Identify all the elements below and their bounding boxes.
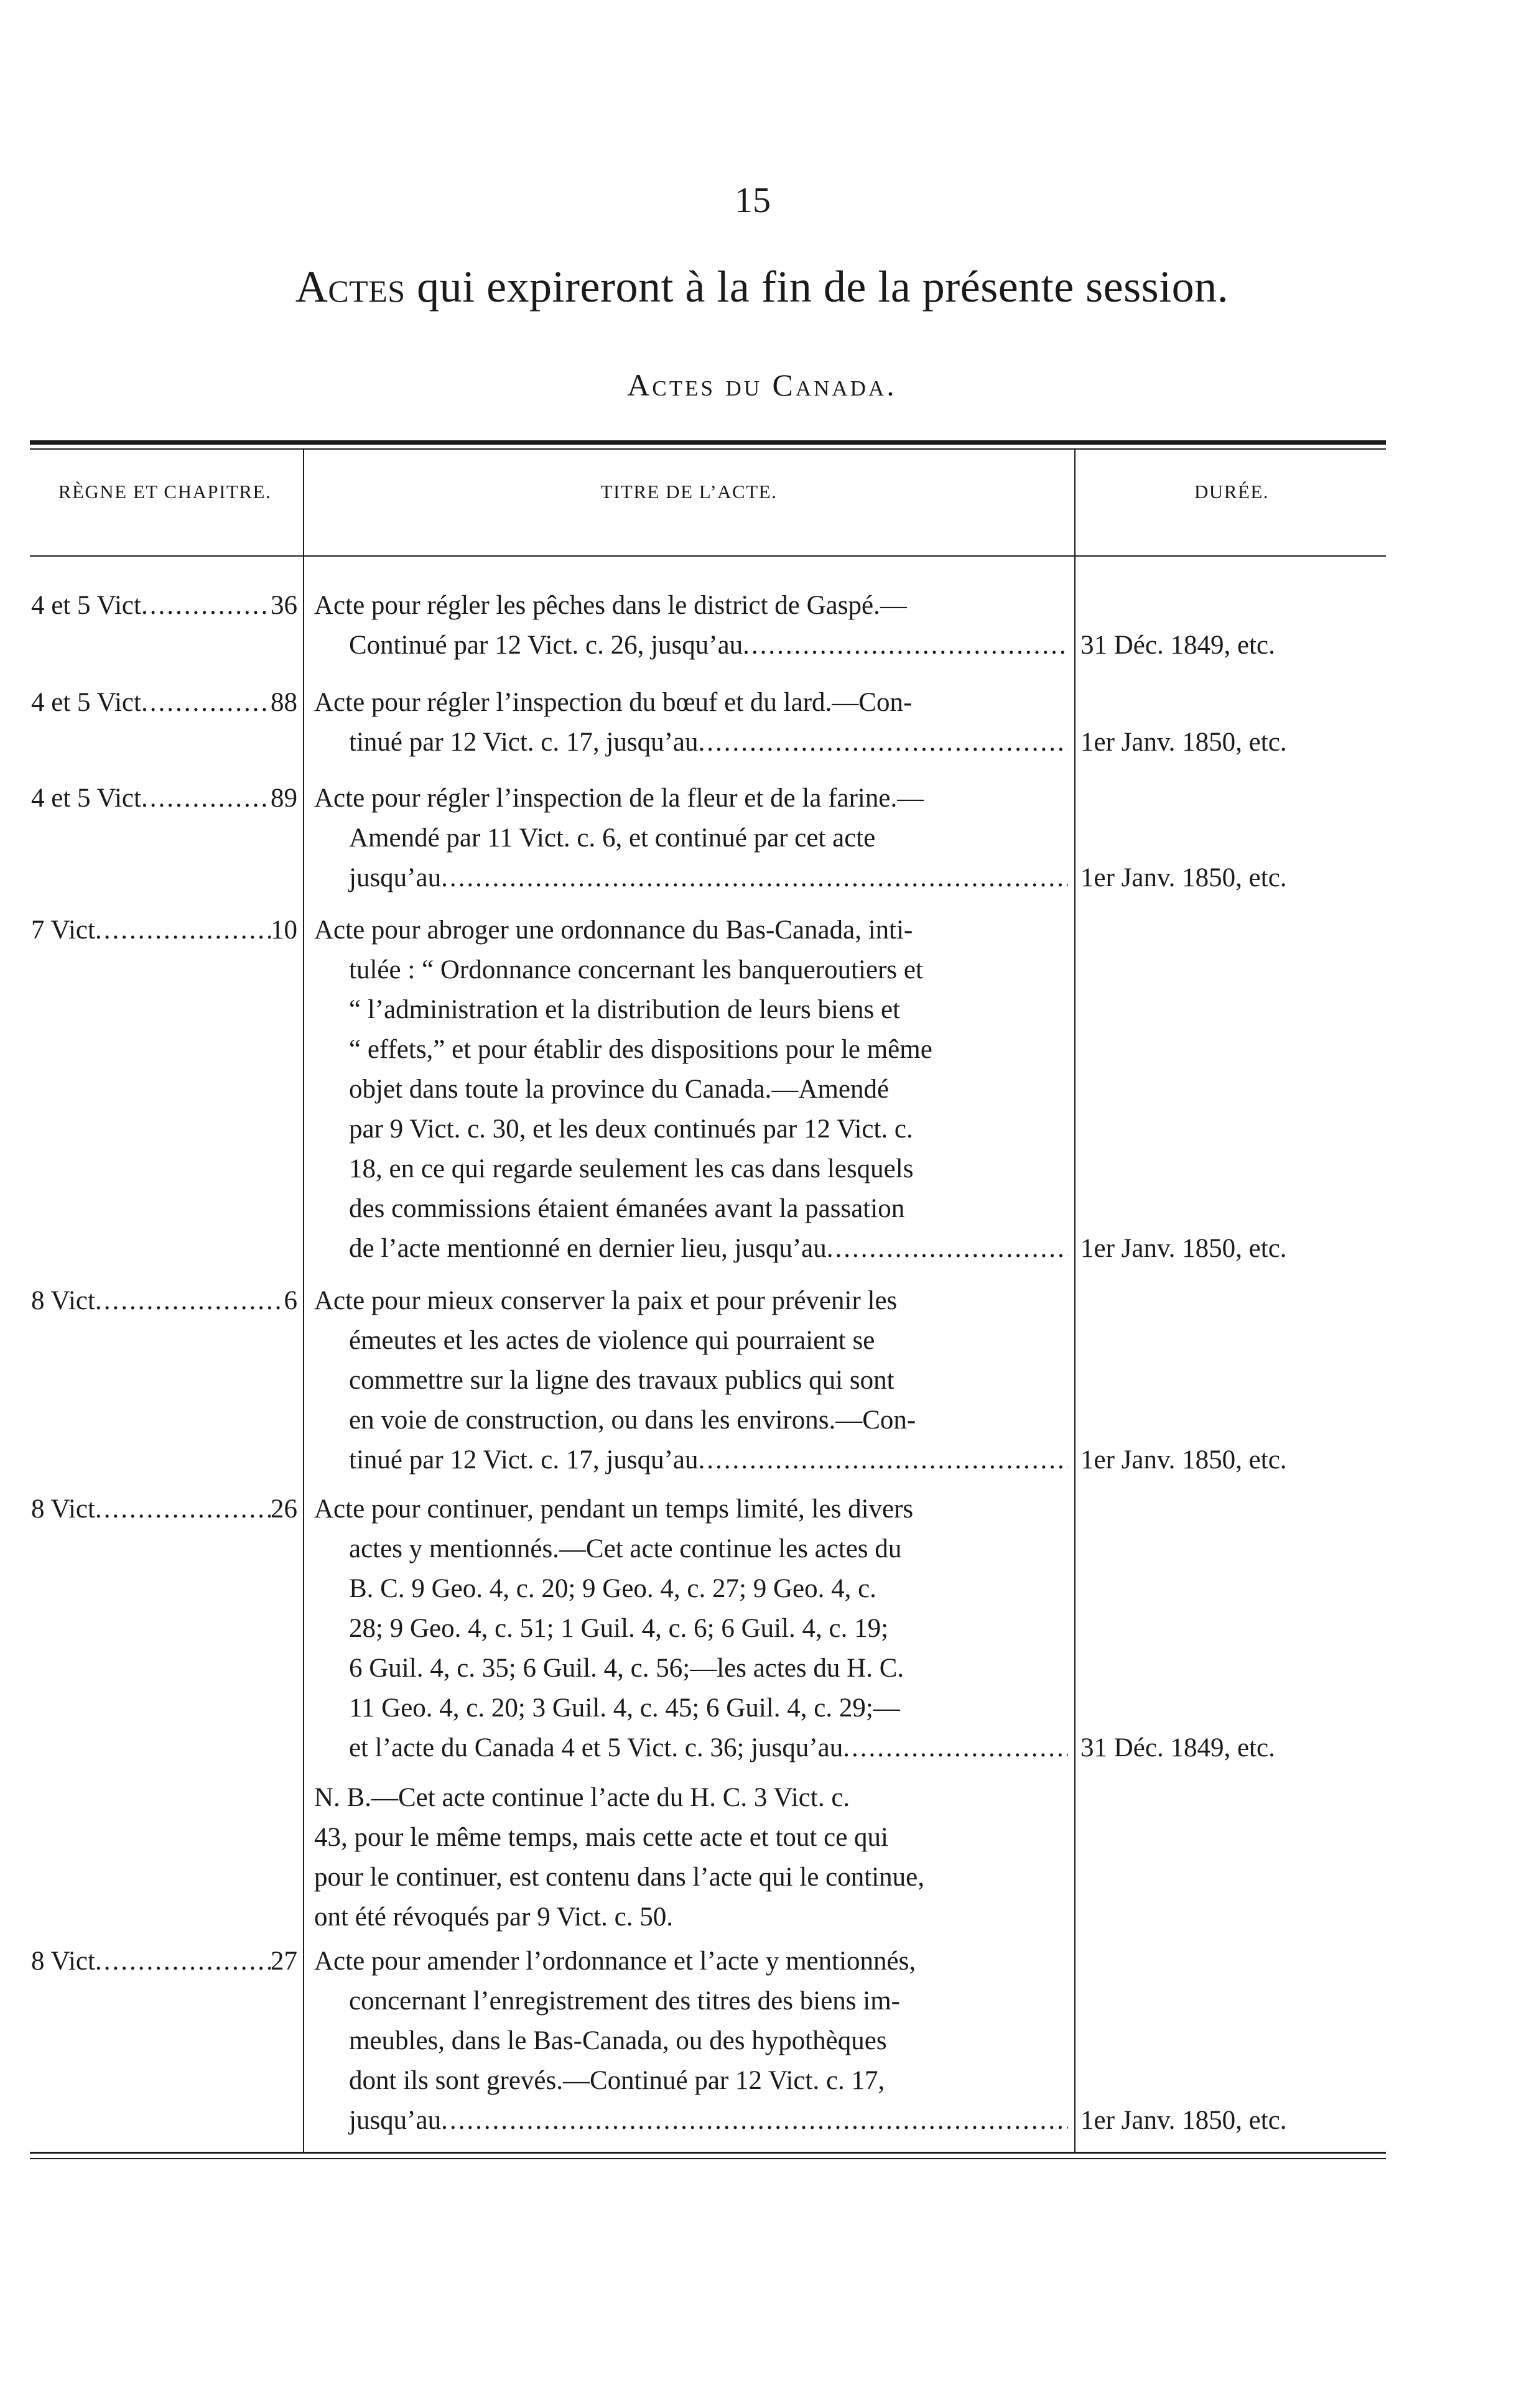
title-line: Acte pour abroger une ordonnance du Bas-Canada, inti- — [314, 915, 913, 945]
row-duree: 31 Déc. 1849, etc. — [1080, 631, 1275, 660]
row-title — [314, 586, 1068, 665]
column-divider — [303, 450, 304, 2154]
row-reign: 4 et 5 Vict ..... 36 — [31, 586, 297, 626]
table-bottom-rule — [30, 2152, 1386, 2154]
title-line: Acte pour régler les pêches dans le district de Gaspé.— — [314, 591, 907, 620]
row-reign: 8 Vict ..... 6 — [31, 1281, 297, 1321]
title-line: B. C. 9 Geo. 4, c. 20; 9 Geo. 4, c. 27; 9 Geo. 4, c. — [349, 1574, 876, 1603]
row-duree: 1er Janv. 1850, etc. — [1080, 1234, 1287, 1263]
row-reign: 7 Vict ..... 10 — [31, 910, 297, 950]
row-reign: 4 et 5 Vict ..... 88 — [31, 683, 297, 723]
section-subtitle: Actes du Canada. — [627, 368, 897, 402]
page-number: 15 — [735, 180, 771, 220]
row-duree: 1er Janv. 1850, etc. — [1080, 728, 1287, 757]
note-line: ont été révoqués par 9 Vict. c. 50. — [314, 1902, 673, 1932]
title-line: actes y mentionnés.—Cet acte continue les actes du — [349, 1534, 902, 1563]
row-duree: 31 Déc. 1849, etc. — [1080, 1733, 1275, 1762]
title-line: meubles, dans le Bas-Canada, ou des hypothèques — [349, 2026, 887, 2055]
title-line: jusqu’au ..... — [314, 858, 1068, 898]
title-line: tinué par 12 Vict. c. 17, jusqu’au ..... — [314, 1440, 1068, 1480]
title-line: Acte pour régler l’inspection du bœuf et du lard.—Con- — [314, 688, 913, 717]
note-line: 43, pour le même temps, mais cette acte et tout ce qui — [314, 1823, 888, 1852]
header-reign: RÈGNE ET CHAPITRE. — [58, 481, 272, 502]
row-title — [314, 910, 1068, 1269]
row-duree: 1er Janv. 1850, etc. — [1080, 2106, 1287, 2135]
title-line: et l’acte du Canada 4 et 5 Vict. c. 36; jusqu’au ..... — [314, 1728, 1068, 1768]
title-line: “ effets,” et pour établir des dispositions pour le même — [349, 1035, 932, 1064]
title-line: Amendé par 11 Vict. c. 6, et continué par cet acte — [349, 823, 876, 853]
page-title: Actes qui expireront à la fin de la présente session. — [295, 262, 1229, 312]
title-line: dont ils sont grevés.—Continué par 12 Vict. c. 17, — [349, 2066, 885, 2095]
column-divider — [1074, 450, 1076, 2154]
title-line: Acte pour continuer, pendant un temps limité, les divers — [314, 1494, 914, 1524]
table-top-rule — [30, 440, 1386, 445]
table-header-rule — [30, 555, 1386, 557]
title-line: 28; 9 Geo. 4, c. 51; 1 Guil. 4, c. 6; 6 Guil. 4, c. 19; — [349, 1614, 889, 1643]
title-line: tulée : “ Ordonnance concernant les banqueroutiers et — [349, 955, 923, 984]
title-line: Acte pour régler l’inspection de la fleur et de la farine.— — [314, 784, 924, 813]
title-line: par 9 Vict. c. 30, et les deux continués par 12 Vict. c. — [349, 1114, 913, 1144]
header-title: TITRE DE L’ACTE. — [600, 481, 778, 502]
row-duree: 1er Janv. 1850, etc. — [1080, 1445, 1287, 1475]
row-title — [314, 683, 1068, 762]
note-line: pour le continuer, est contenu dans l’acte qui le continue, — [314, 1863, 924, 1892]
title-line: objet dans toute la province du Canada.—Amendé — [349, 1075, 890, 1104]
title-line: commettre sur la ligne des travaux publics qui sont — [349, 1366, 894, 1395]
title-line: concernant l’enregistrement des titres des biens im- — [349, 1986, 900, 2016]
title-line: Acte pour mieux conserver la paix et pour prévenir les — [314, 1286, 898, 1315]
title-line: tinué par 12 Vict. c. 17, jusqu’au ..... — [314, 723, 1068, 762]
row-title — [314, 1942, 1068, 2141]
table-bottom-rule-thin — [30, 2158, 1386, 2159]
row-title — [314, 1281, 1068, 1480]
table-top-rule-thin — [30, 448, 1386, 450]
title-line: en voie de construction, ou dans les environs.—Con- — [349, 1405, 916, 1435]
title-line: Acte pour amender l’ordonnance et l’acte y mentionnés, — [314, 1947, 916, 1976]
title-line: jusqu’au ..... — [314, 2101, 1068, 2141]
title-line: 6 Guil. 4, c. 35; 6 Guil. 4, c. 56;—les actes du H. C. — [349, 1654, 904, 1683]
row-title — [314, 779, 1068, 898]
row-duree: 1er Janv. 1850, etc. — [1080, 863, 1287, 892]
note-line: N. B.—Cet acte continue l’acte du H. C. 3 Vict. c. — [314, 1783, 850, 1812]
title-line: 18, en ce qui regarde seulement les cas dans lesquels — [349, 1154, 914, 1183]
title-line: 11 Geo. 4, c. 20; 3 Guil. 4, c. 45; 6 Guil. 4, c. 29;— — [349, 1693, 900, 1723]
title-line: des commissions étaient émanées avant la passation — [349, 1194, 905, 1223]
title-line: émeutes et les actes de violence qui pourraient se — [349, 1326, 875, 1355]
row-reign: 4 et 5 Vict ..... 89 — [31, 779, 297, 818]
title-line: “ l’administration et la distribution de leurs biens et — [349, 995, 901, 1024]
row-reign: 8 Vict ..... 26 — [31, 1489, 297, 1529]
row-reign: 8 Vict ..... 27 — [31, 1942, 297, 1981]
row-title — [314, 1489, 1068, 1937]
title-line: de l’acte mentionné en dernier lieu, jusqu’au ..... — [314, 1229, 1068, 1269]
header-duree: DURÉE. — [1194, 481, 1270, 502]
title-line: Continué par 12 Vict. c. 26, jusqu’au ..... — [314, 626, 1068, 665]
